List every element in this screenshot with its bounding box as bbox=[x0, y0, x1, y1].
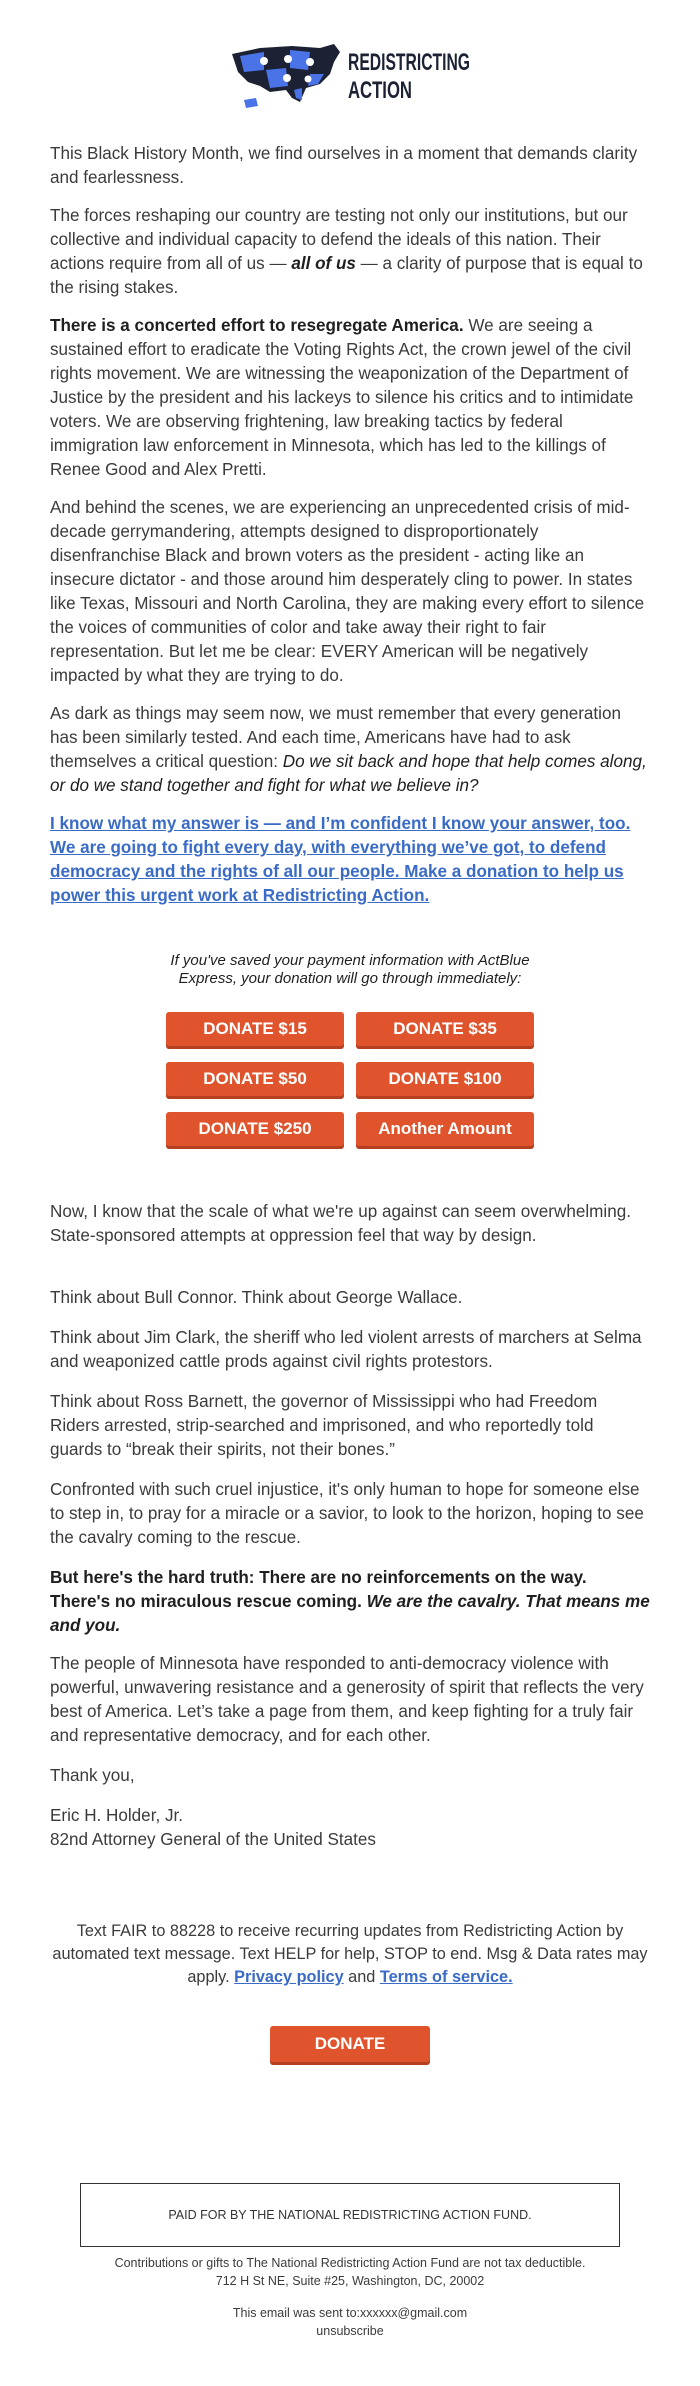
para-3-text: We are seeing a sustained effort to eradicate the Voting Rights Act, the crown jewel of the civil rights movement. We are witnessing the weaponization of the Department of Justice by the president and his lackeys to silence his critics and to intimidate voters. We are observing frightening, law breaking tactics by federal immigration law enforcement in Minnesota, which has led to the killings of Renee Good and Alex Pretti. bbox=[50, 316, 634, 479]
para-2-text-a: The forces reshaping our country are testing not only our institutions, but our collective and individual capacity to defend the ideals of this nation. Their actions require from all of us — bbox=[50, 206, 628, 273]
para-2-emphasis: all of us bbox=[291, 254, 356, 273]
signoff-text: Thank you, bbox=[50, 1766, 135, 1785]
unsubscribe-link[interactable]: unsubscribe bbox=[316, 2324, 384, 2338]
contrib-disclaimer: Contributions or gifts to The National Redistricting Action Fund are not tax deductible. bbox=[114, 2256, 586, 2270]
sent-to-line: This email was sent to:xxxxxx@gmail.com bbox=[232, 2306, 468, 2320]
para-3 bbox=[50, 314, 650, 482]
logo-line1: REDISTRICTING bbox=[348, 49, 470, 76]
para-6 bbox=[50, 1200, 650, 1248]
para-7-text: Think about Bull Connor. Think about George Wallace. bbox=[50, 1288, 463, 1307]
para-1-text: This Black History Month, we find ourselves in a moment that demands clarity and fearlessness. bbox=[50, 144, 638, 187]
us-map-puzzle-icon bbox=[0, 36, 700, 116]
mailing-address: 712 H St NE, Suite #25, Washington, DC, 20002 bbox=[215, 2274, 485, 2288]
para-4-text: And behind the scenes, we are experiencing an unprecedented crisis of mid-decade gerrymandering, attempts designed to disproportionately disenfranchise Black and brown voters as the president - acting like an insecure dictator - and those around him desperately cling to power. In states like Texas, Missouri and North Carolina, they are making every effort to silence the voices of communities of color and take away their right to fair representation. But let me be clear: EVERY American will be negatively impacted by what they are trying to do. bbox=[50, 498, 645, 685]
para-11-emphasis: We are the cavalry. That means me and you. bbox=[50, 1592, 650, 1635]
para-2-text-b: — a clarity of purpose that is equal to the rising stakes. bbox=[50, 254, 643, 297]
para-4 bbox=[50, 496, 650, 688]
donate-50-button[interactable]: DONATE $50 bbox=[166, 1062, 344, 1096]
para-5-question: Do we sit back and hope that help comes along, or do we stand together and fight for what we believe in? bbox=[50, 752, 647, 795]
para-5 bbox=[50, 702, 650, 798]
terms-of-service-link[interactable]: Terms of service. bbox=[379, 1968, 513, 1986]
para-12 bbox=[50, 1652, 650, 1748]
header-logo[interactable] bbox=[0, 36, 700, 116]
donate-100-button[interactable]: DONATE $100 bbox=[356, 1062, 534, 1096]
para-11 bbox=[50, 1566, 650, 1638]
donate-250-button[interactable]: DONATE $250 bbox=[166, 1112, 344, 1146]
para-2 bbox=[50, 204, 650, 300]
para-12-text: The people of Minnesota have responded to anti-democracy violence with powerful, unwavering resistance and a generosity of spirit that reflects the very best of America. Let’s take a page from them, and keep fighting for a truly fair and representative democracy, and for each other. bbox=[50, 1654, 644, 1745]
privacy-policy-link[interactable]: Privacy policy bbox=[234, 1968, 344, 1986]
para-8 bbox=[50, 1326, 650, 1374]
signature bbox=[50, 1804, 650, 1852]
signature-name: Eric H. Holder, Jr. bbox=[50, 1806, 183, 1825]
main-donate-button[interactable]: DONATE bbox=[270, 2026, 430, 2062]
para-5-text: As dark as things may seem now, we must remember that every generation has been similarly tested. And each time, Americans have had to ask themselves a critical question: bbox=[50, 704, 621, 771]
signoff bbox=[50, 1764, 650, 1788]
para-6-text: Now, I know that the scale of what we're up against can seem overwhelming. State-sponsored attempts at oppression feel that way by design. bbox=[50, 1202, 631, 1245]
para-9 bbox=[50, 1390, 650, 1462]
cta-paragraph bbox=[50, 812, 650, 908]
para-intro bbox=[50, 142, 650, 190]
actblue-note: If you've saved your payment information with ActBlue Express, your donation will go through immediately: bbox=[170, 952, 530, 987]
sms-disclaimer bbox=[50, 1920, 650, 1989]
donate-35-button[interactable]: DONATE $35 bbox=[356, 1012, 534, 1046]
para-10-text: Confronted with such cruel injustice, it's only human to hope for someone else to step in, to pray for a miracle or a savior, to look to the horizon, hoping to see the cavalry coming to the rescue. bbox=[50, 1480, 644, 1547]
sms-and: and bbox=[343, 1968, 380, 1986]
logo-line2: ACTION bbox=[348, 77, 412, 104]
para-11-bold: But here's the hard truth: There are no reinforcements on the way. There's no miraculous rescue coming. bbox=[50, 1568, 587, 1611]
signature-title: 82nd Attorney General of the United States bbox=[50, 1830, 376, 1849]
donate-15-button[interactable]: DONATE $15 bbox=[166, 1012, 344, 1046]
donate-cta-link[interactable]: I know what my answer is — and I’m confident I know your answer, too. We are going to fight every day, with everything we’ve got, to defend democracy and the rights of all our people. Make a donation to help us power this urgent work at Redistricting Action. bbox=[50, 814, 631, 905]
donate-other-amount-button[interactable]: Another Amount bbox=[356, 1112, 534, 1146]
sms-text: Text FAIR to 88228 to receive recurring updates from Redistricting Action by automated text message. Text HELP for help, STOP to end. Msg & Data rates may apply. bbox=[52, 1922, 648, 1986]
para-8-text: Think about Jim Clark, the sheriff who led violent arrests of marchers at Selma and weaponized cattle prods against civil rights protestors. bbox=[50, 1328, 642, 1371]
paid-for-box: PAID FOR BY THE NATIONAL REDISTRICTING ACTION FUND. bbox=[80, 2183, 620, 2247]
para-7 bbox=[50, 1286, 650, 1310]
para-10 bbox=[50, 1478, 650, 1550]
para-9-text: Think about Ross Barnett, the governor of Mississippi who had Freedom Riders arrested, strip-searched and imprisoned, and who reportedly told guards to “break their spirits, not their bones.” bbox=[50, 1392, 598, 1459]
para-3-bold: There is a concerted effort to resegregate America. bbox=[50, 316, 464, 335]
